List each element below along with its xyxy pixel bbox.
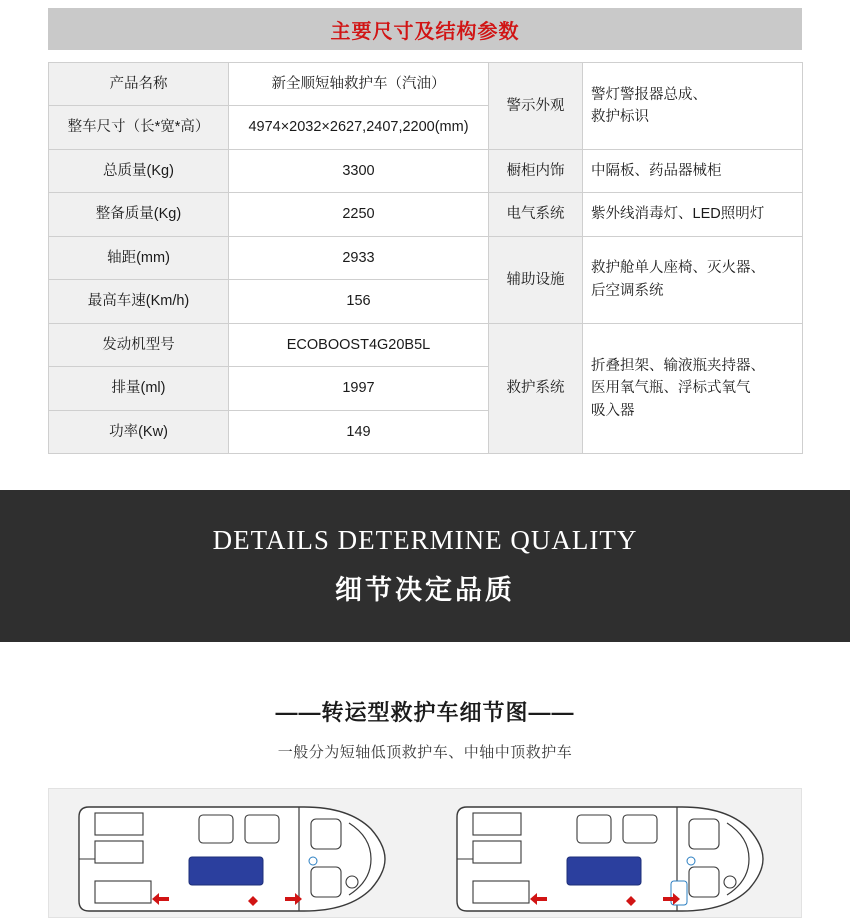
detail-heading: ——转运型救护车细节图—— (275, 700, 575, 726)
spec-label-right: 辅助设施 (489, 236, 583, 323)
spec-value-right (583, 236, 803, 323)
spec-value-right (583, 149, 803, 192)
floorplan-left-vehicle (79, 807, 385, 911)
spec-value: 2250 (229, 193, 489, 236)
spec-value: 156 (229, 280, 489, 323)
spec-value-line: 警灯警报器总成、 (591, 86, 707, 103)
spec-label-right: 橱柜内饰 (489, 149, 583, 192)
detail-subheading: 一般分为短轴低顶救护车、中轴中顶救护车 (277, 744, 573, 762)
table-row (49, 323, 803, 366)
table-row (49, 149, 803, 192)
banner-english-text: DETAILS DETERMINE QUALITY (212, 525, 638, 556)
table-row (49, 63, 803, 106)
ambulance-floorplan-svg (49, 789, 802, 918)
spec-label: 最高车速(Km/h) (49, 280, 229, 323)
spec-section (0, 8, 850, 454)
spec-label-right: 救护系统 (489, 323, 583, 453)
spec-label: 排量(ml) (49, 367, 229, 410)
spec-label: 整车尺寸（长*宽*高） (49, 106, 229, 149)
floorplan-right-vehicle (457, 807, 763, 911)
spec-label: 轴距(mm) (49, 236, 229, 279)
detail-heading-section (0, 696, 850, 762)
spec-value-right (583, 193, 803, 236)
spec-title-bar (48, 8, 802, 50)
table-row (49, 236, 803, 279)
spec-value-right (583, 63, 803, 150)
floorplan-diagram (48, 788, 802, 918)
spec-label: 产品名称 (49, 63, 229, 106)
page-title: 主要尺寸及结构参数 (330, 20, 520, 43)
spec-value: 新全顺短轴救护车（汽油） (229, 63, 489, 106)
spec-value-line: 救护舱单人座椅、灭火器、 (591, 260, 765, 277)
spec-value: 3300 (229, 149, 489, 192)
spec-label: 发动机型号 (49, 323, 229, 366)
spec-value-right (583, 323, 803, 453)
spec-value-line: 中隔板、药品器械柜 (591, 162, 722, 179)
spec-label: 整备质量(Kg) (49, 193, 229, 236)
spec-value: 4974×2032×2627,2407,2200(mm) (229, 106, 489, 149)
spec-value-line: 救护标识 (591, 108, 649, 125)
spec-value: 1997 (229, 367, 489, 410)
spec-value-line: 医用氧气瓶、浮标式氧气 (591, 380, 751, 397)
spec-table (48, 62, 803, 454)
spec-value-line: 吸入器 (591, 402, 635, 419)
table-row (49, 193, 803, 236)
spec-value: ECOBOOST4G20B5L (229, 323, 489, 366)
spec-label-right: 警示外观 (489, 63, 583, 150)
spec-label-right: 电气系统 (489, 193, 583, 236)
spec-value-line: 后空调系统 (591, 282, 664, 299)
spec-label: 功率(Kw) (49, 410, 229, 453)
spec-label: 总质量(Kg) (49, 149, 229, 192)
quality-banner (0, 490, 850, 642)
spec-value-line: 紫外线消毒灯、LED照明灯 (591, 206, 765, 223)
spec-value-line: 折叠担架、输液瓶夹持器、 (591, 357, 765, 374)
banner-chinese-text: 细节决定品质 (335, 575, 515, 606)
spec-value: 149 (229, 410, 489, 453)
spec-value: 2933 (229, 236, 489, 279)
